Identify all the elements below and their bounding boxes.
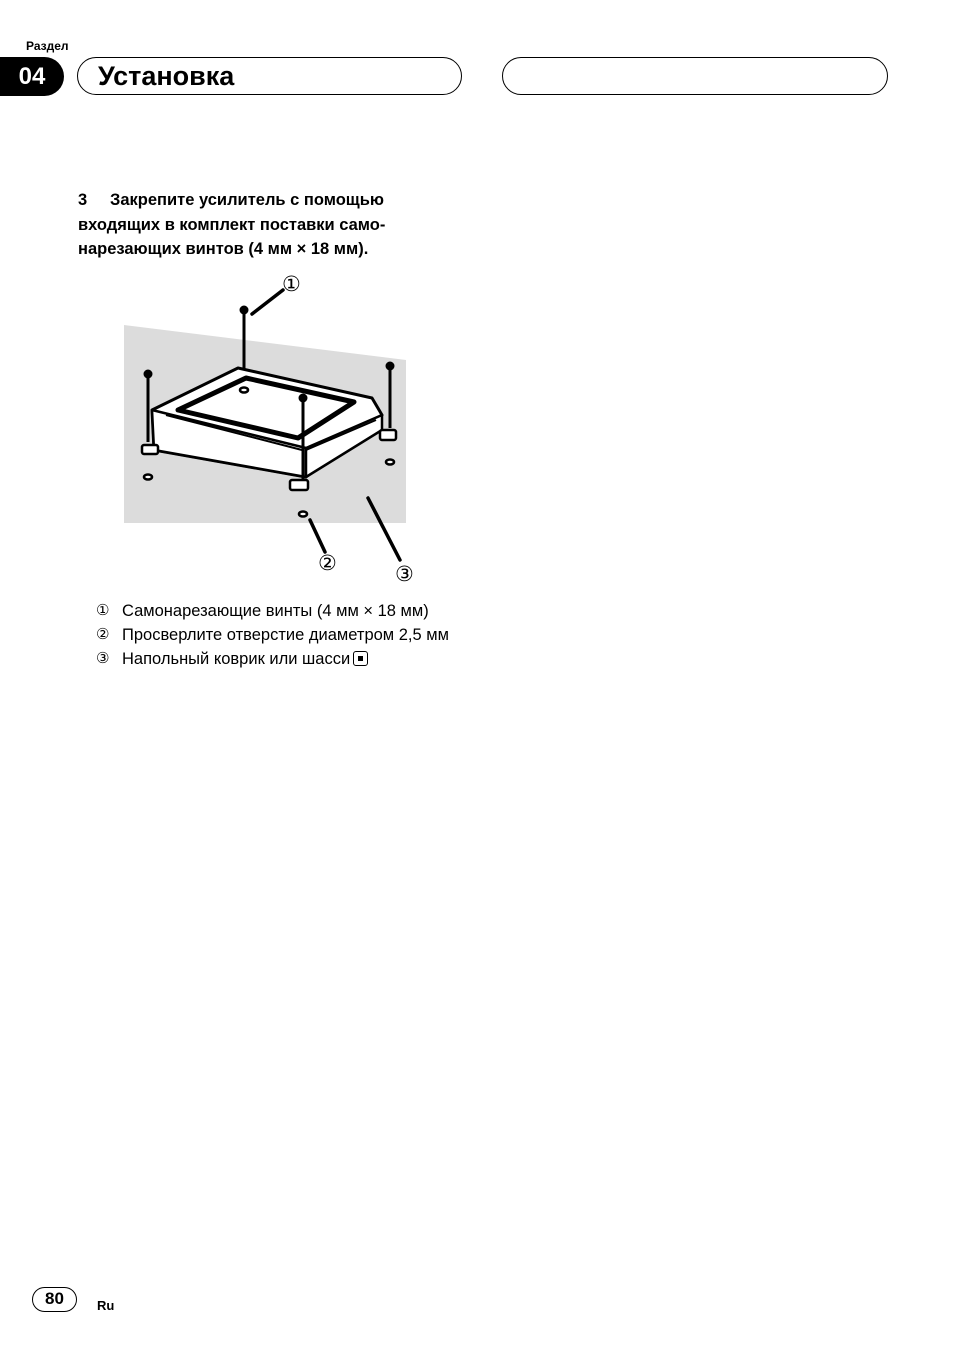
section-label: Раздел — [26, 39, 69, 53]
legend-marker-2: ② — [96, 626, 110, 643]
legend-item-2 — [96, 623, 476, 647]
callout-2: ② — [318, 551, 337, 575]
legend-text-1: Самонарезающие винты (4 мм × 18 мм) — [122, 602, 429, 620]
section-number-badge: 04 — [0, 57, 64, 96]
language-code: Ru — [97, 1298, 115, 1313]
page-title: Установка — [98, 61, 235, 91]
figure-legend — [96, 599, 476, 671]
end-of-section-icon — [353, 651, 368, 666]
legend-text-3: Напольный коврик или шасси — [122, 650, 351, 668]
legend-item-3 — [96, 647, 476, 671]
legend-marker-3: ③ — [96, 650, 110, 667]
callout-3: ③ — [395, 562, 414, 586]
step-instruction — [78, 188, 458, 262]
legend-text-2: Просверлите отверстие диаметром 2,5 мм — [122, 626, 449, 644]
callout-1: ① — [282, 272, 301, 296]
empty-header-frame — [502, 57, 888, 95]
legend-item-1 — [96, 599, 476, 623]
legend-marker-1: ① — [96, 602, 110, 619]
installation-illustration — [120, 270, 420, 590]
page-number: 80 — [32, 1287, 77, 1312]
step-text: Закрепите усилитель с помощью входящих в комплект поставки само-нарезающих винтов (4 мм × 18 мм). — [78, 191, 386, 258]
step-number: 3 — [78, 191, 88, 209]
page-title-frame — [77, 57, 462, 95]
